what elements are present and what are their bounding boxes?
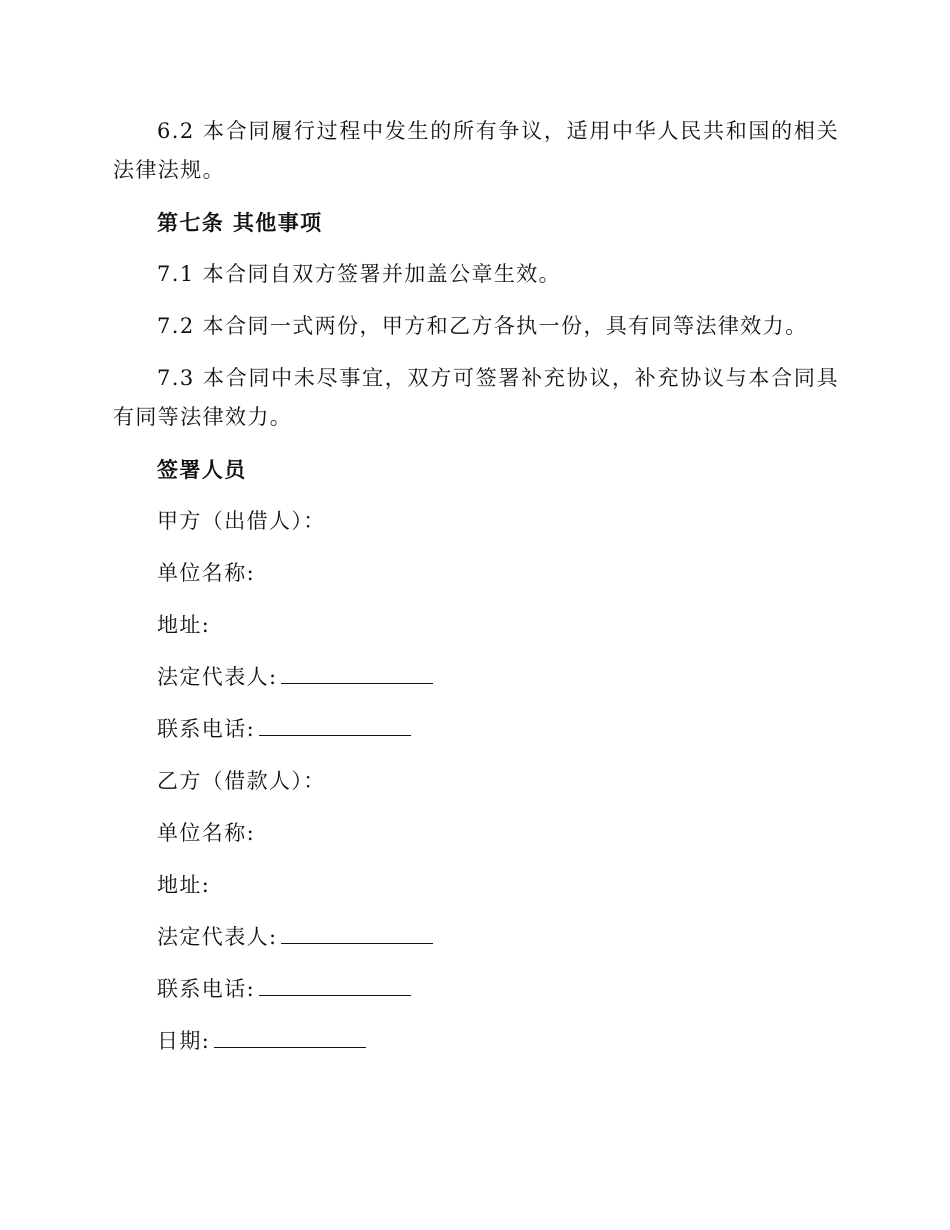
- party-b-address: 地址:: [157, 873, 211, 897]
- party-b-unit-name: 单位名称:: [157, 821, 256, 845]
- date-blank: [214, 1025, 366, 1048]
- party-b-phone-label: 联系电话:: [157, 977, 256, 1001]
- party-a-legal-rep-label: 法定代表人:: [157, 665, 278, 689]
- party-a-address: 地址:: [157, 613, 211, 637]
- party-a-phone-label: 联系电话:: [157, 717, 256, 741]
- party-b-legal-rep-row: [113, 918, 839, 957]
- party-a-legal-rep-row: [113, 658, 839, 697]
- party-b-title: 乙方（借款人）：: [157, 769, 326, 793]
- date-label: 日期:: [157, 1029, 211, 1053]
- party-b-legal-rep-label: 法定代表人:: [157, 925, 278, 949]
- party-a-title: 甲方（出借人）：: [157, 509, 326, 533]
- clause-6-2: 6.2 本合同履行过程中发生的所有争议，适用中华人民共和国的相关法律法规。: [113, 119, 839, 182]
- party-a-legal-rep-blank: [281, 661, 433, 684]
- clause-7-3: 7.3 本合同中未尽事宜，双方可签署补充协议，补充协议与本合同具有同等法律效力。: [113, 366, 839, 429]
- signatories-heading: 签署人员: [157, 457, 247, 482]
- article-7-heading: 第七条 其他事项: [157, 210, 323, 235]
- party-a-phone-blank: [259, 713, 411, 736]
- date-row: [113, 1022, 839, 1061]
- contract-page: [113, 112, 839, 1074]
- party-b-phone-blank: [259, 973, 411, 996]
- party-a-phone-row: [113, 710, 839, 749]
- party-b-legal-rep-blank: [281, 921, 433, 944]
- party-b-phone-row: [113, 970, 839, 1009]
- party-a-unit-name: 单位名称:: [157, 561, 256, 585]
- clause-7-2: 7.2 本合同一式两份，甲方和乙方各执一份，具有同等法律效力。: [157, 314, 808, 338]
- clause-7-1: 7.1 本合同自双方签署并加盖公章生效。: [157, 262, 562, 286]
